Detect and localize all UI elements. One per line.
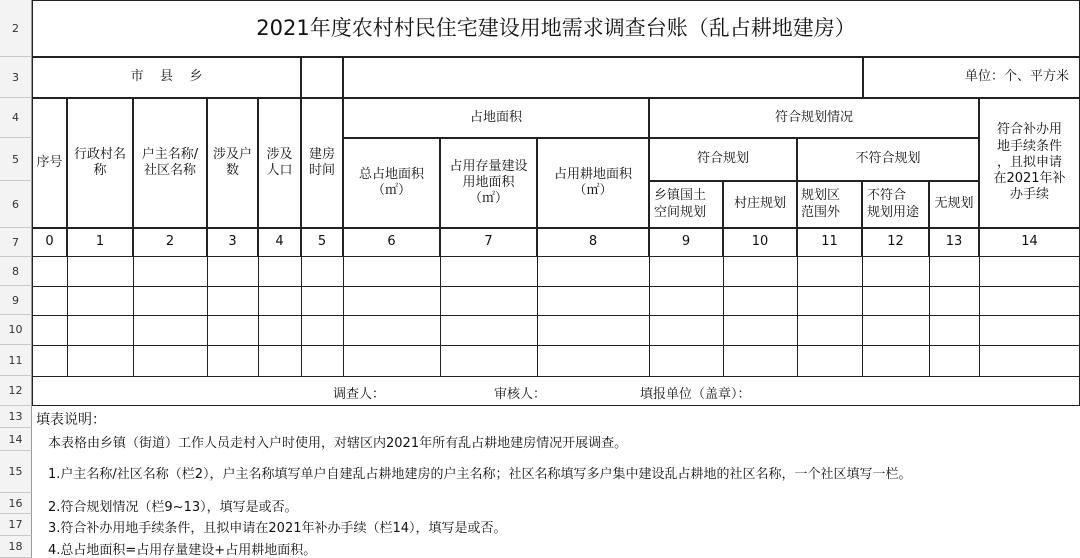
grid-line (862, 257, 863, 376)
row-header[interactable]: 5 (0, 138, 32, 181)
empty-cell[interactable] (343, 57, 863, 98)
grid-line (32, 257, 33, 376)
grid-line (258, 257, 259, 376)
header-township-planning: 乡镇国土 空间规划 (649, 181, 723, 228)
row-header[interactable]: 6 (0, 181, 32, 228)
instruction-line: 1.户主名称/社区名称（栏2），户主名称填写单户自建乱占耕地建房的户主名称；社区名称填写多户集中建设乱占耕地的社区名称，一个社区填写一栏。 (48, 467, 912, 482)
empty-cell[interactable] (301, 57, 343, 98)
column-number: 13 (929, 228, 979, 257)
row-header[interactable]: 9 (0, 286, 32, 315)
column-number: 2 (133, 228, 207, 257)
column-number: 6 (343, 228, 440, 257)
location-line (32, 57, 301, 98)
header-supplementary: 符合补办用 地手续条件 ，且拟申请 在2021年补 办手续 (979, 98, 1080, 228)
grid-line (207, 257, 208, 376)
reviewer-label: 审核人： (494, 387, 547, 402)
header-land-area: 占地面积 (343, 98, 649, 138)
grid-line (32, 286, 1080, 287)
row-header[interactable]: 7 (0, 228, 32, 257)
row-header[interactable]: 8 (0, 257, 32, 286)
grid-line (979, 257, 980, 376)
instruction-line: 2.符合规划情况（栏9~13），填写是或否。 (48, 500, 298, 515)
header-households-involved: 涉及户 数 (207, 98, 258, 228)
grid-line (32, 345, 1080, 346)
header-seq: 序号 (32, 98, 67, 228)
column-number: 7 (440, 228, 537, 257)
column-number: 10 (723, 228, 797, 257)
column-number: 14 (979, 228, 1080, 257)
column-number: 12 (862, 228, 929, 257)
row-header[interactable]: 17 (0, 514, 32, 536)
grid-line (929, 257, 930, 376)
header-farmland-area: 占用耕地面积 （㎡） (537, 138, 649, 228)
row-header[interactable]: 12 (0, 376, 32, 406)
header-outside-planning: 规划区 范围外 (797, 181, 862, 228)
column-number: 1 (67, 228, 133, 257)
column-number: 0 (32, 228, 67, 257)
row-header[interactable]: 2 (0, 0, 32, 57)
grid-line (343, 257, 344, 376)
column-number: 3 (207, 228, 258, 257)
grid-line (440, 257, 441, 376)
column-number: 5 (301, 228, 343, 257)
grid-line (301, 257, 302, 376)
header-compliant: 符合规划 (649, 138, 797, 181)
header-admin-village: 行政村名 称 (67, 98, 133, 228)
header-planning-status: 符合规划情况 (649, 98, 979, 138)
header-total-area: 总占地面积 （㎡） (343, 138, 440, 228)
investigator-label: 调查人： (333, 387, 386, 402)
column-number: 9 (649, 228, 723, 257)
instruction-line: 3.符合补办用地手续条件，且拟申请在2021年补办手续（栏14），填写是或否。 (48, 521, 507, 536)
header-noncompliant: 不符合规划 (797, 138, 979, 181)
instructions-heading: 填表说明： (36, 412, 106, 428)
column-number: 8 (537, 228, 649, 257)
header-existing-construction: 占用存量建设 用地面积 （㎡） (440, 138, 537, 228)
column-number: 4 (258, 228, 301, 257)
row-header[interactable]: 18 (0, 536, 32, 558)
grid-line (67, 257, 68, 376)
header-nonconforming-use: 不符合 规划用途 (862, 181, 929, 228)
row-header[interactable]: 13 (0, 406, 32, 428)
grid-line (133, 257, 134, 376)
location-text: 市 县 乡 (130, 69, 203, 85)
header-population: 涉及 人口 (258, 98, 301, 228)
row-header[interactable]: 10 (0, 315, 32, 345)
grid-line (32, 315, 1080, 316)
row-header[interactable]: 15 (0, 451, 32, 493)
grid-line (537, 257, 538, 376)
row-header[interactable]: 16 (0, 493, 32, 514)
grid-line (797, 257, 798, 376)
row-header[interactable]: 14 (0, 428, 32, 451)
header-build-time: 建房 时间 (301, 98, 343, 228)
header-village-planning: 村庄规划 (723, 181, 797, 228)
header-household: 户主名称/ 社区名称 (133, 98, 207, 228)
signature-row (32, 376, 1080, 406)
header-no-planning: 无规划 (929, 181, 979, 228)
table-title: 2021年度农村村民住宅建设用地需求调查台账（乱占耕地建房） (32, 0, 1080, 57)
row-header[interactable]: 11 (0, 345, 32, 376)
instruction-line: 本表格由乡镇（街道）工作人员走村入户时使用，对辖区内2021年所有乱占耕地建房情况开展调查。 (48, 436, 628, 451)
column-number: 11 (797, 228, 862, 257)
unit-label: 单位：个、平方米 (863, 57, 1080, 98)
reporting-unit-label: 填报单位（盖章）： (640, 387, 751, 402)
row-header[interactable]: 3 (0, 57, 32, 98)
grid-line (723, 257, 724, 376)
grid-line (649, 257, 650, 376)
row-header[interactable]: 4 (0, 98, 32, 138)
instruction-line: 4.总占地面积=占用存量建设+占用耕地面积。 (48, 543, 317, 558)
